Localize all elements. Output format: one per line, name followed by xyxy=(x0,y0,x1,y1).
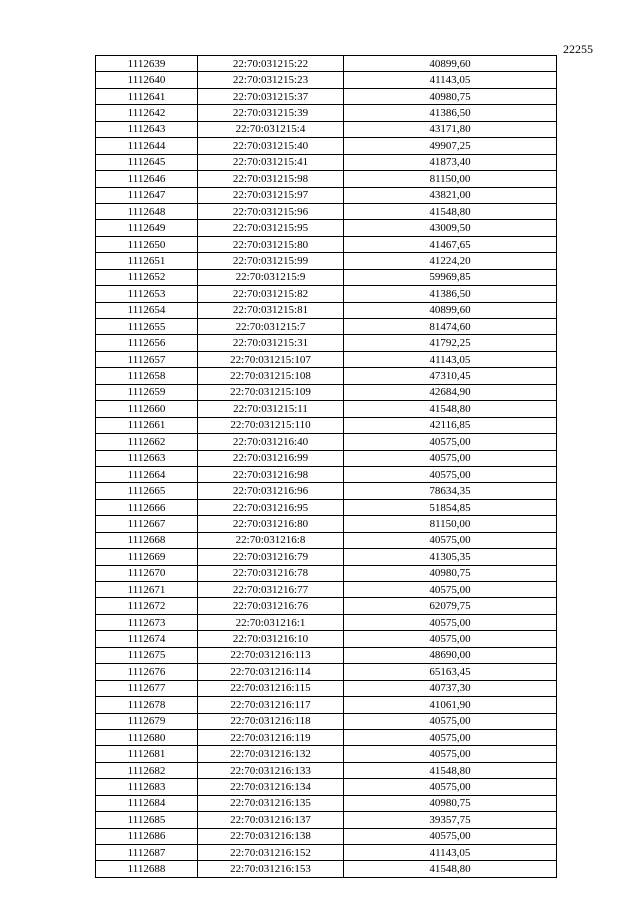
table-row xyxy=(96,549,557,565)
cadastral-number-cell: 22:70:031215:97 xyxy=(198,187,344,203)
cadastral-value-cell: 40575,00 xyxy=(344,746,557,762)
row-number-cell: 1112669 xyxy=(96,549,198,565)
cadastral-value-cell: 41305,35 xyxy=(344,549,557,565)
table-row xyxy=(96,72,557,88)
cadastral-value-cell: 40575,00 xyxy=(344,434,557,450)
row-number-cell: 1112658 xyxy=(96,368,198,384)
cadastral-value-cell: 42116,85 xyxy=(344,417,557,433)
row-number-cell: 1112644 xyxy=(96,138,198,154)
row-number-cell: 1112664 xyxy=(96,466,198,482)
page-number: 22255 xyxy=(563,42,593,56)
cadastral-number-cell: 22:70:031216:1 xyxy=(198,614,344,630)
cadastral-number-cell: 22:70:031215:11 xyxy=(198,401,344,417)
cadastral-value-cell: 43009,50 xyxy=(344,220,557,236)
table-row xyxy=(96,664,557,680)
cadastral-number-cell: 22:70:031215:80 xyxy=(198,236,344,252)
cadastral-number-cell: 22:70:031215:96 xyxy=(198,203,344,219)
cadastral-value-table xyxy=(95,55,557,878)
cadastral-value-cell: 48690,00 xyxy=(344,647,557,663)
row-number-cell: 1112678 xyxy=(96,697,198,713)
row-number-cell: 1112686 xyxy=(96,828,198,844)
cadastral-number-cell: 22:70:031215:95 xyxy=(198,220,344,236)
cadastral-number-cell: 22:70:031216:132 xyxy=(198,746,344,762)
row-number-cell: 1112640 xyxy=(96,72,198,88)
cadastral-value-cell: 39357,75 xyxy=(344,812,557,828)
table-body xyxy=(96,56,557,878)
table-row xyxy=(96,253,557,269)
table-row xyxy=(96,614,557,630)
cadastral-value-cell: 40575,00 xyxy=(344,532,557,548)
cadastral-value-cell: 40575,00 xyxy=(344,729,557,745)
cadastral-value-cell: 40899,60 xyxy=(344,56,557,72)
cadastral-number-cell: 22:70:031216:99 xyxy=(198,450,344,466)
row-number-cell: 1112653 xyxy=(96,286,198,302)
cadastral-number-cell: 22:70:031216:135 xyxy=(198,795,344,811)
cadastral-value-cell: 40575,00 xyxy=(344,582,557,598)
table-row xyxy=(96,105,557,121)
table-row xyxy=(96,697,557,713)
row-number-cell: 1112671 xyxy=(96,582,198,598)
table-row xyxy=(96,598,557,614)
cadastral-number-cell: 22:70:031215:22 xyxy=(198,56,344,72)
table-row xyxy=(96,762,557,778)
table-row xyxy=(96,203,557,219)
cadastral-value-cell: 41548,80 xyxy=(344,203,557,219)
cadastral-number-cell: 22:70:031216:10 xyxy=(198,631,344,647)
cadastral-value-cell: 43171,80 xyxy=(344,121,557,137)
table-row xyxy=(96,483,557,499)
row-number-cell: 1112654 xyxy=(96,302,198,318)
table-row xyxy=(96,582,557,598)
cadastral-value-cell: 51854,85 xyxy=(344,499,557,515)
row-number-cell: 1112676 xyxy=(96,664,198,680)
cadastral-number-cell: 22:70:031215:4 xyxy=(198,121,344,137)
row-number-cell: 1112648 xyxy=(96,203,198,219)
cadastral-number-cell: 22:70:031216:40 xyxy=(198,434,344,450)
table-row xyxy=(96,828,557,844)
row-number-cell: 1112674 xyxy=(96,631,198,647)
table-row xyxy=(96,351,557,367)
cadastral-value-cell: 41386,50 xyxy=(344,105,557,121)
cadastral-value-cell: 59969,85 xyxy=(344,269,557,285)
table-row xyxy=(96,450,557,466)
cadastral-number-cell: 22:70:031216:80 xyxy=(198,516,344,532)
cadastral-number-cell: 22:70:031216:137 xyxy=(198,812,344,828)
row-number-cell: 1112642 xyxy=(96,105,198,121)
cadastral-value-cell: 43821,00 xyxy=(344,187,557,203)
cadastral-value-cell: 65163,45 xyxy=(344,664,557,680)
cadastral-number-cell: 22:70:031215:39 xyxy=(198,105,344,121)
row-number-cell: 1112666 xyxy=(96,499,198,515)
row-number-cell: 1112655 xyxy=(96,319,198,335)
cadastral-number-cell: 22:70:031216:77 xyxy=(198,582,344,598)
cadastral-value-cell: 40575,00 xyxy=(344,631,557,647)
table-row xyxy=(96,236,557,252)
table-row xyxy=(96,138,557,154)
cadastral-value-cell: 40575,00 xyxy=(344,779,557,795)
cadastral-value-cell: 40575,00 xyxy=(344,466,557,482)
cadastral-number-cell: 22:70:031216:138 xyxy=(198,828,344,844)
row-number-cell: 1112660 xyxy=(96,401,198,417)
cadastral-number-cell: 22:70:031216:95 xyxy=(198,499,344,515)
table-row xyxy=(96,647,557,663)
table-row xyxy=(96,335,557,351)
cadastral-number-cell: 22:70:031216:134 xyxy=(198,779,344,795)
cadastral-value-cell: 41548,80 xyxy=(344,861,557,877)
row-number-cell: 1112656 xyxy=(96,335,198,351)
table-row xyxy=(96,779,557,795)
cadastral-value-cell: 42684,90 xyxy=(344,384,557,400)
cadastral-number-cell: 22:70:031216:78 xyxy=(198,565,344,581)
cadastral-number-cell: 22:70:031215:109 xyxy=(198,384,344,400)
row-number-cell: 1112651 xyxy=(96,253,198,269)
row-number-cell: 1112687 xyxy=(96,845,198,861)
cadastral-number-cell: 22:70:031216:152 xyxy=(198,845,344,861)
cadastral-number-cell: 22:70:031216:118 xyxy=(198,713,344,729)
row-number-cell: 1112643 xyxy=(96,121,198,137)
table-row xyxy=(96,368,557,384)
cadastral-number-cell: 22:70:031216:8 xyxy=(198,532,344,548)
cadastral-value-cell: 81150,00 xyxy=(344,171,557,187)
row-number-cell: 1112662 xyxy=(96,434,198,450)
row-number-cell: 1112672 xyxy=(96,598,198,614)
cadastral-number-cell: 22:70:031216:153 xyxy=(198,861,344,877)
cadastral-number-cell: 22:70:031216:76 xyxy=(198,598,344,614)
cadastral-value-cell: 40737,30 xyxy=(344,680,557,696)
table-row xyxy=(96,499,557,515)
cadastral-value-cell: 41061,90 xyxy=(344,697,557,713)
cadastral-number-cell: 22:70:031215:107 xyxy=(198,351,344,367)
cadastral-value-cell: 41143,05 xyxy=(344,351,557,367)
cadastral-value-cell: 78634,35 xyxy=(344,483,557,499)
table-row xyxy=(96,795,557,811)
cadastral-number-cell: 22:70:031215:9 xyxy=(198,269,344,285)
table-row xyxy=(96,729,557,745)
cadastral-number-cell: 22:70:031215:31 xyxy=(198,335,344,351)
cadastral-number-cell: 22:70:031215:108 xyxy=(198,368,344,384)
cadastral-number-cell: 22:70:031216:98 xyxy=(198,466,344,482)
row-number-cell: 1112665 xyxy=(96,483,198,499)
cadastral-number-cell: 22:70:031215:7 xyxy=(198,319,344,335)
table-row xyxy=(96,187,557,203)
cadastral-value-cell: 40980,75 xyxy=(344,88,557,104)
table-row xyxy=(96,384,557,400)
row-number-cell: 1112679 xyxy=(96,713,198,729)
row-number-cell: 1112684 xyxy=(96,795,198,811)
table-row xyxy=(96,220,557,236)
row-number-cell: 1112683 xyxy=(96,779,198,795)
cadastral-value-cell: 41386,50 xyxy=(344,286,557,302)
cadastral-value-cell: 41467,65 xyxy=(344,236,557,252)
cadastral-number-cell: 22:70:031215:37 xyxy=(198,88,344,104)
table-row xyxy=(96,171,557,187)
table-row xyxy=(96,812,557,828)
row-number-cell: 1112682 xyxy=(96,762,198,778)
cadastral-value-cell: 40575,00 xyxy=(344,828,557,844)
row-number-cell: 1112661 xyxy=(96,417,198,433)
cadastral-number-cell: 22:70:031216:79 xyxy=(198,549,344,565)
row-number-cell: 1112681 xyxy=(96,746,198,762)
row-number-cell: 1112646 xyxy=(96,171,198,187)
row-number-cell: 1112677 xyxy=(96,680,198,696)
cadastral-value-cell: 40980,75 xyxy=(344,565,557,581)
cadastral-value-cell: 47310,45 xyxy=(344,368,557,384)
table-row xyxy=(96,532,557,548)
cadastral-number-cell: 22:70:031216:114 xyxy=(198,664,344,680)
cadastral-value-cell: 41548,80 xyxy=(344,762,557,778)
cadastral-number-cell: 22:70:031216:96 xyxy=(198,483,344,499)
table-row xyxy=(96,631,557,647)
table-row xyxy=(96,713,557,729)
table-row xyxy=(96,154,557,170)
row-number-cell: 1112650 xyxy=(96,236,198,252)
table-row xyxy=(96,434,557,450)
cadastral-value-cell: 40899,60 xyxy=(344,302,557,318)
cadastral-number-cell: 22:70:031215:41 xyxy=(198,154,344,170)
cadastral-value-cell: 40575,00 xyxy=(344,614,557,630)
cadastral-number-cell: 22:70:031215:110 xyxy=(198,417,344,433)
row-number-cell: 1112670 xyxy=(96,565,198,581)
cadastral-value-cell: 81150,00 xyxy=(344,516,557,532)
table-row xyxy=(96,401,557,417)
row-number-cell: 1112688 xyxy=(96,861,198,877)
table-row xyxy=(96,286,557,302)
cadastral-number-cell: 22:70:031215:99 xyxy=(198,253,344,269)
cadastral-value-cell: 41224,20 xyxy=(344,253,557,269)
table-row xyxy=(96,417,557,433)
row-number-cell: 1112641 xyxy=(96,88,198,104)
cadastral-value-cell: 41143,05 xyxy=(344,72,557,88)
row-number-cell: 1112657 xyxy=(96,351,198,367)
table-row xyxy=(96,56,557,72)
cadastral-value-cell: 40575,00 xyxy=(344,450,557,466)
row-number-cell: 1112652 xyxy=(96,269,198,285)
cadastral-value-cell: 41873,40 xyxy=(344,154,557,170)
row-number-cell: 1112675 xyxy=(96,647,198,663)
row-number-cell: 1112649 xyxy=(96,220,198,236)
cadastral-value-cell: 41143,05 xyxy=(344,845,557,861)
cadastral-value-cell: 40575,00 xyxy=(344,713,557,729)
table-row xyxy=(96,88,557,104)
table-row xyxy=(96,680,557,696)
row-number-cell: 1112673 xyxy=(96,614,198,630)
cadastral-number-cell: 22:70:031215:81 xyxy=(198,302,344,318)
row-number-cell: 1112680 xyxy=(96,729,198,745)
table-row xyxy=(96,319,557,335)
row-number-cell: 1112668 xyxy=(96,532,198,548)
row-number-cell: 1112645 xyxy=(96,154,198,170)
table-row xyxy=(96,302,557,318)
cadastral-number-cell: 22:70:031216:119 xyxy=(198,729,344,745)
cadastral-number-cell: 22:70:031216:133 xyxy=(198,762,344,778)
cadastral-number-cell: 22:70:031216:113 xyxy=(198,647,344,663)
cadastral-number-cell: 22:70:031215:98 xyxy=(198,171,344,187)
cadastral-number-cell: 22:70:031216:115 xyxy=(198,680,344,696)
cadastral-number-cell: 22:70:031215:23 xyxy=(198,72,344,88)
cadastral-number-cell: 22:70:031215:40 xyxy=(198,138,344,154)
table-row xyxy=(96,565,557,581)
cadastral-value-cell: 62079,75 xyxy=(344,598,557,614)
cadastral-value-cell: 81474,60 xyxy=(344,319,557,335)
row-number-cell: 1112663 xyxy=(96,450,198,466)
cadastral-value-cell: 41548,80 xyxy=(344,401,557,417)
row-number-cell: 1112647 xyxy=(96,187,198,203)
row-number-cell: 1112659 xyxy=(96,384,198,400)
table-row xyxy=(96,269,557,285)
table-row xyxy=(96,746,557,762)
table-row xyxy=(96,516,557,532)
table-row xyxy=(96,466,557,482)
row-number-cell: 1112685 xyxy=(96,812,198,828)
cadastral-value-cell: 41792,25 xyxy=(344,335,557,351)
row-number-cell: 1112639 xyxy=(96,56,198,72)
table-row xyxy=(96,861,557,877)
table-row xyxy=(96,121,557,137)
table-row xyxy=(96,845,557,861)
cadastral-number-cell: 22:70:031216:117 xyxy=(198,697,344,713)
cadastral-value-cell: 40980,75 xyxy=(344,795,557,811)
row-number-cell: 1112667 xyxy=(96,516,198,532)
cadastral-number-cell: 22:70:031215:82 xyxy=(198,286,344,302)
cadastral-value-cell: 49907,25 xyxy=(344,138,557,154)
